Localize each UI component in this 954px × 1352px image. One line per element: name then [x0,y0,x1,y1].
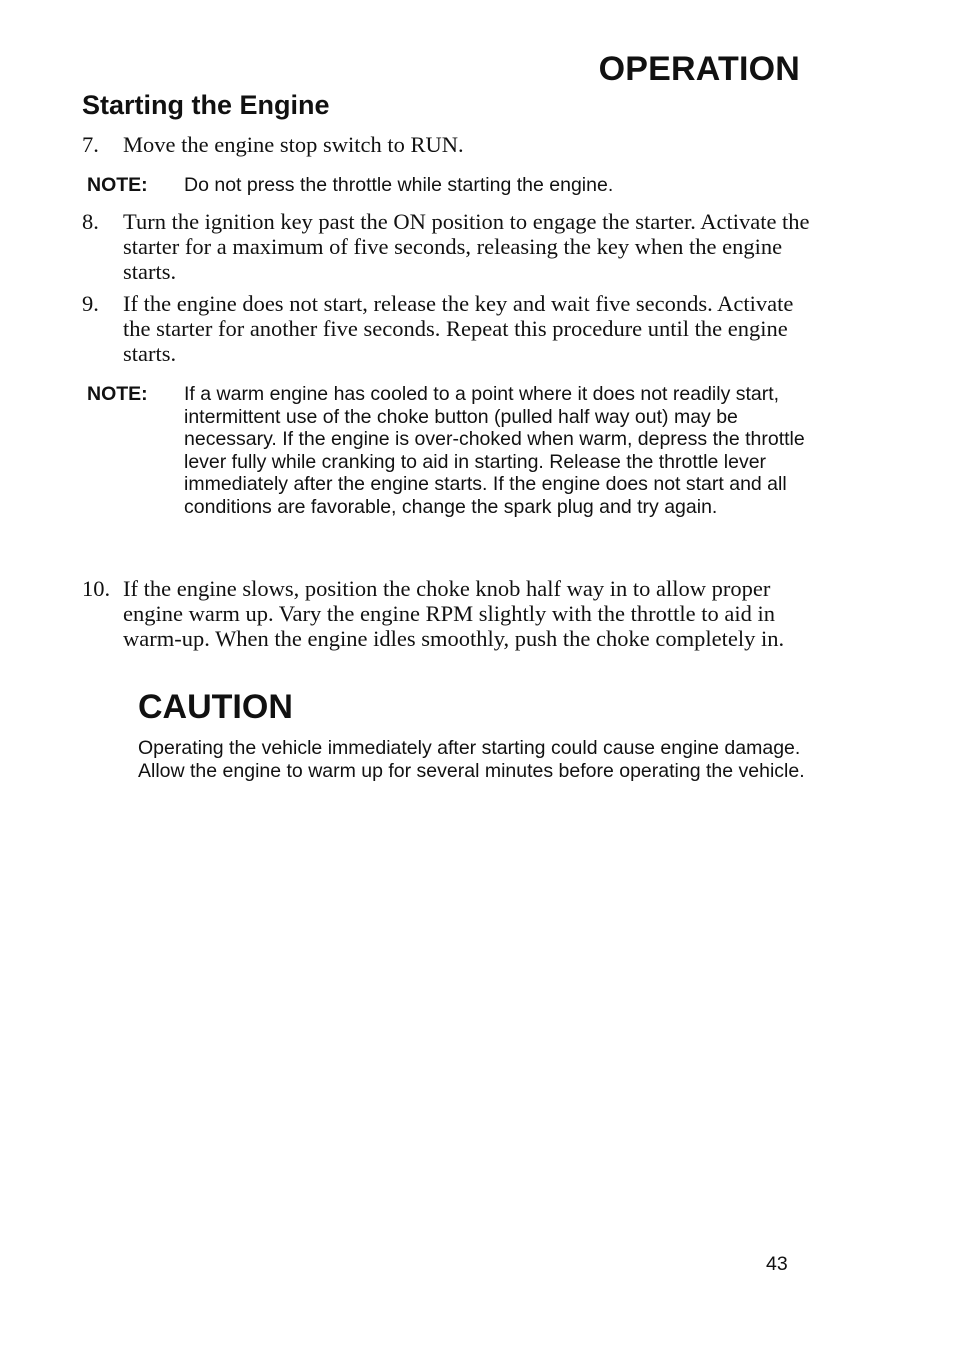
step-text: Turn the ignition key past the ON position to engage the starter. Activate the starter for a maximum of five seconds, releasing the key when the engine starts. [123,209,810,284]
note-text: Do not press the throttle while starting the engine. [184,174,614,196]
step-text: If the engine slows, position the choke knob half way in to allow proper engine warm up. Vary the engine RPM slightly with the throttle to aid in warm-up. When the engine idles smoothly, push the choke completely in. [123,576,785,651]
caution-title: CAUTION [138,688,293,726]
step-9 [82,291,812,366]
note-text: If a warm engine has cooled to a point where it does not readily start, intermittent use of the choke button (pulled half way out) may be necessary. If the engine is over-choked when warm, depress the throttle lever fully while cranking to aid in starting. Release the throttle lever immediately after the engine starts. If the engine does not start and all conditions are favorable, change the spark plug and try again. [184,383,805,518]
step-number: 8. [82,209,99,234]
step-number: 7. [82,132,99,157]
note-warm-engine [87,383,807,518]
note-label: NOTE: [87,383,148,405]
step-10 [82,576,812,651]
step-number: 9. [82,291,99,316]
step-number: 10. [82,576,111,601]
chapter-title: OPERATION [598,50,800,88]
note-label: NOTE: [87,174,148,196]
caution-text: Operating the vehicle immediately after starting could cause engine damage. Allow the engine to warm up for several minutes before operating the vehicle. [138,737,805,782]
section-title: Starting the Engine [82,90,330,120]
step-7 [82,132,812,157]
step-text: If the engine does not start, release the key and wait five seconds. Activate the starter for another five seconds. Repeat this procedure until the engine starts. [123,291,794,366]
note-throttle [87,174,807,197]
page-number: 43 [766,1253,788,1275]
step-text: Move the engine stop switch to RUN. [123,132,464,157]
step-8 [82,209,812,284]
